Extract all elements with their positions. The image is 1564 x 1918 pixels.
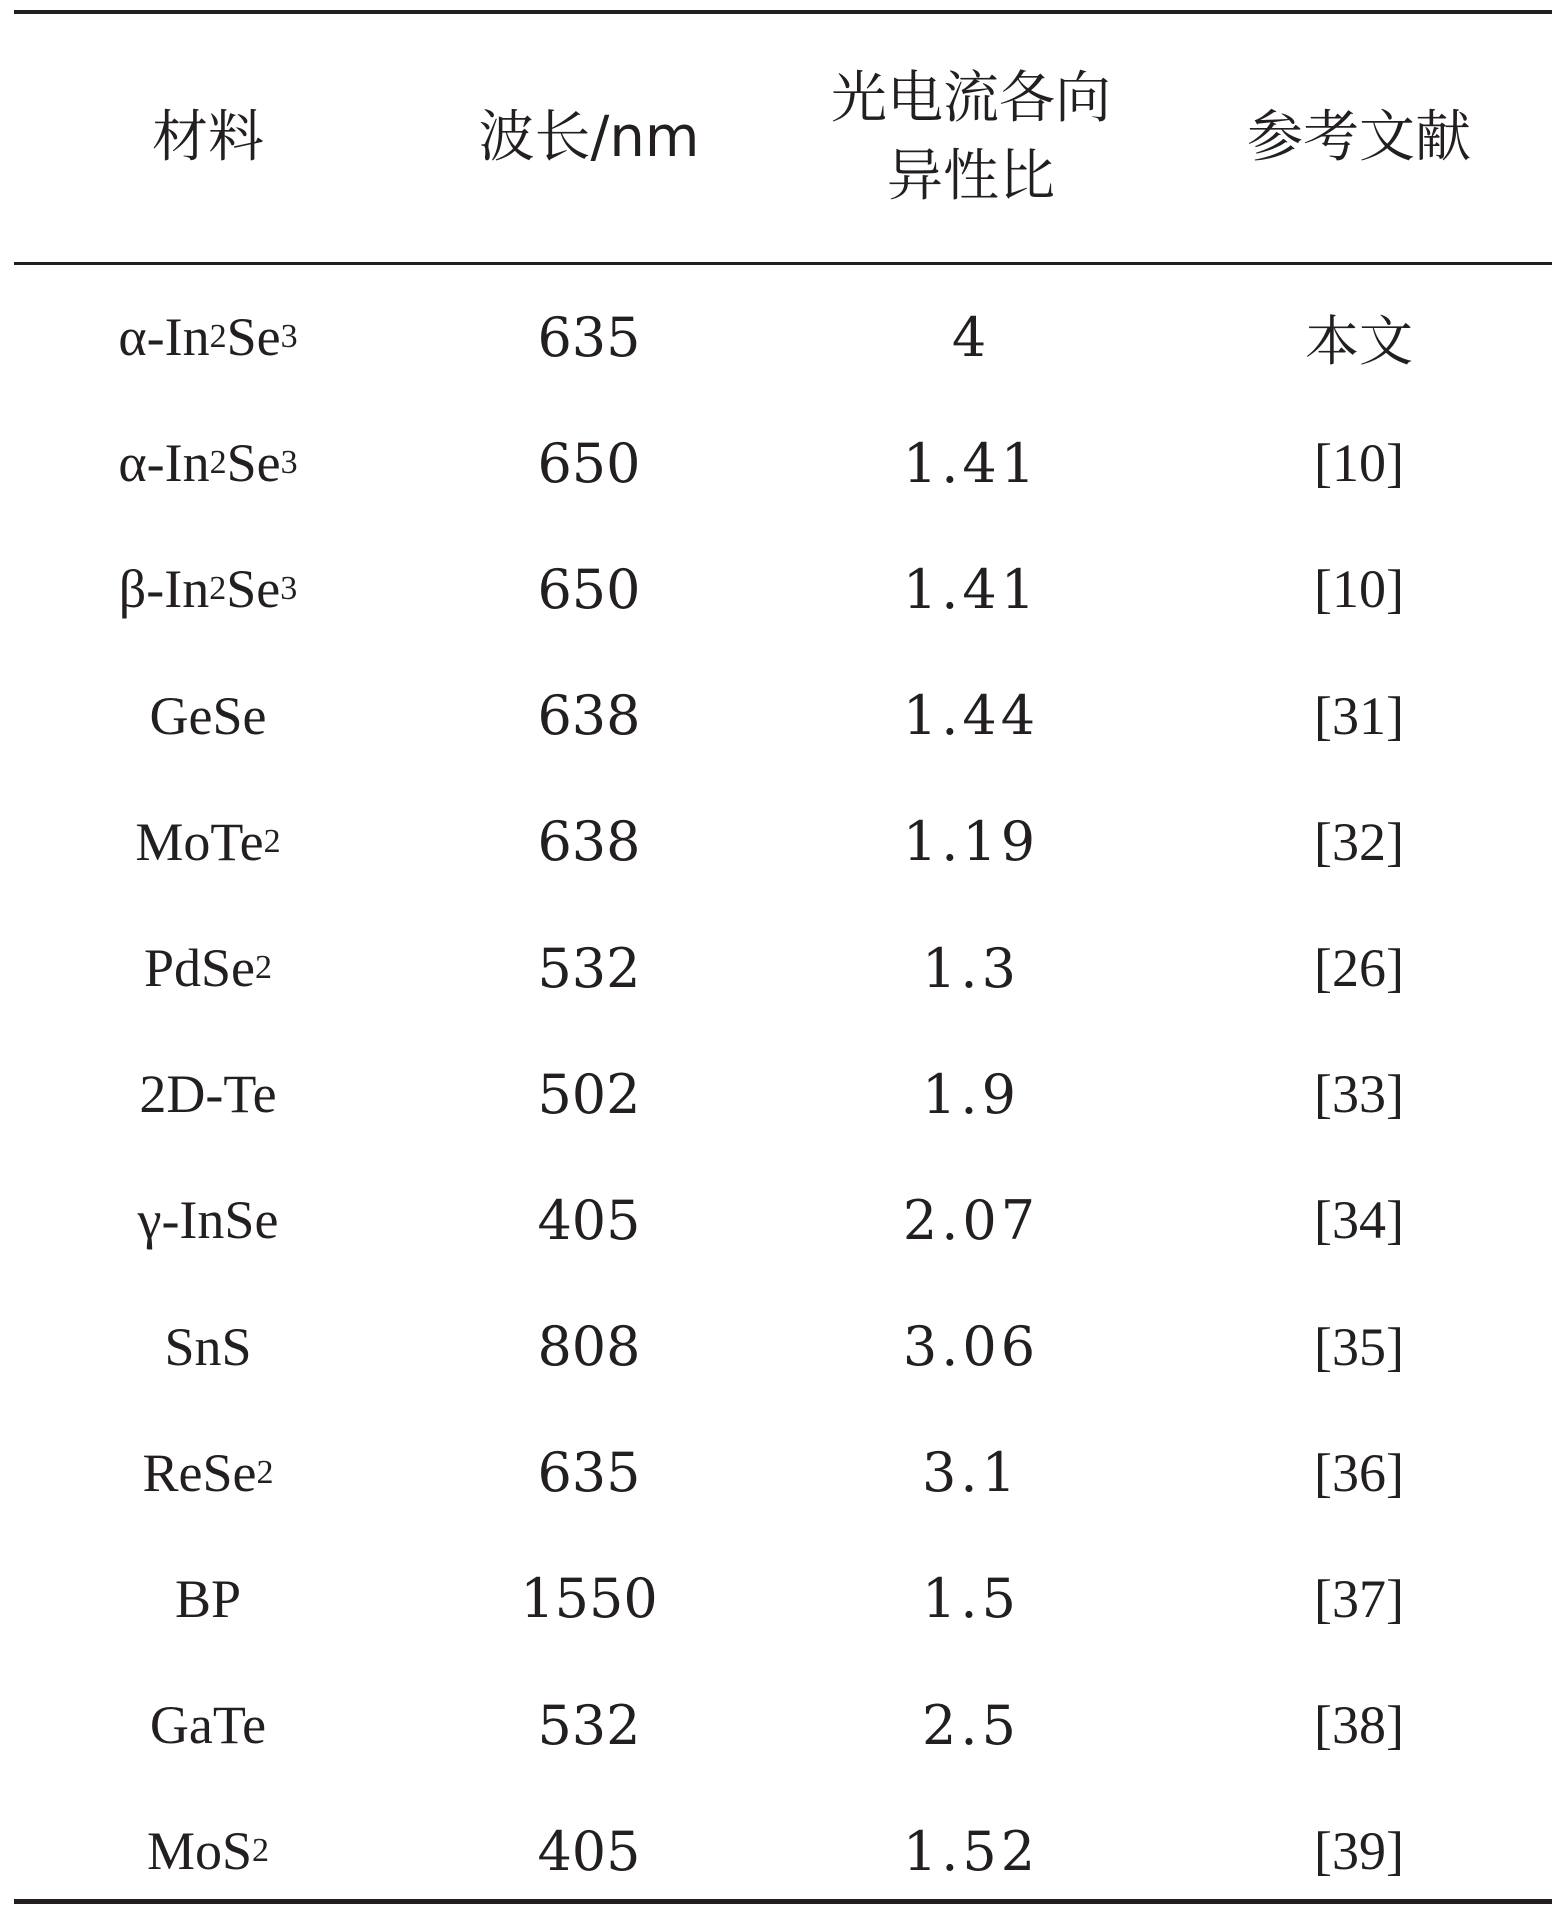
material-text: α-In <box>118 433 210 494</box>
cell-anisotropy-ratio: 2.07 <box>902 1188 1040 1252</box>
cell-reference: [10] <box>1314 433 1404 494</box>
cell-reference: [37] <box>1314 1568 1404 1629</box>
table-body <box>14 274 1552 1914</box>
material-text: MoS <box>146 1821 253 1882</box>
table-row <box>14 1031 1552 1157</box>
cell-anisotropy-ratio: 1.5 <box>922 1567 1020 1631</box>
material-text: BP <box>174 1568 242 1629</box>
cell-reference: [31] <box>1314 685 1404 746</box>
table-row <box>14 1536 1552 1662</box>
table-row <box>14 653 1552 779</box>
cell-anisotropy-ratio: 1.44 <box>902 684 1040 748</box>
table-row <box>14 1662 1552 1788</box>
material-text: PdSe <box>143 938 256 999</box>
header-wavelength-label: 波长/nm <box>478 105 700 170</box>
cell-anisotropy-ratio: 1.52 <box>902 1819 1040 1883</box>
material-text: γ-InSe <box>137 1190 279 1251</box>
material-text: β-In <box>118 559 210 620</box>
cell-material: ReSe 2 <box>142 1442 274 1503</box>
cell-wavelength: 638 <box>537 810 641 874</box>
cell-material <box>14 1031 402 1157</box>
header-anisotropy-ratio <box>776 14 1166 262</box>
table-row <box>14 526 1552 652</box>
cell-reference: [32] <box>1314 811 1404 872</box>
cell-material <box>14 1284 402 1410</box>
cell-anisotropy-ratio: 3.1 <box>922 1441 1020 1505</box>
table-row <box>14 1788 1552 1914</box>
cell-wavelength: 808 <box>537 1315 641 1379</box>
header-material-label: 材料 <box>152 105 264 170</box>
material-text: Se <box>226 559 281 620</box>
cell-wavelength: 635 <box>537 305 641 369</box>
cell-reference: [33] <box>1314 1064 1404 1125</box>
cell-anisotropy-ratio: 1.41 <box>902 431 1040 495</box>
cell-material: α-In 2 Se 3 <box>118 307 298 368</box>
cell-wavelength: 635 <box>537 1441 641 1505</box>
cell-reference: [38] <box>1314 1695 1404 1756</box>
cell-wavelength: 638 <box>537 684 641 748</box>
material-text: ReSe <box>142 1442 257 1503</box>
cell-wavelength: 532 <box>537 936 641 1000</box>
table-row <box>14 1157 1552 1283</box>
cell-material <box>14 653 402 779</box>
cell-material <box>14 1662 402 1788</box>
cell-anisotropy-ratio: 1.3 <box>922 936 1020 1000</box>
cell-wavelength: 405 <box>537 1188 641 1252</box>
cell-reference: [26] <box>1314 938 1404 999</box>
cell-wavelength: 650 <box>537 431 641 495</box>
table-row <box>14 905 1552 1031</box>
material-text: α-In <box>118 307 210 368</box>
anisotropy-table <box>14 10 1552 1904</box>
cell-wavelength: 1550 <box>520 1567 658 1631</box>
header-material <box>14 14 402 262</box>
header-reference-label: 参考文献 <box>1247 105 1471 170</box>
table-header <box>14 14 1552 262</box>
material-text: MoTe <box>135 811 264 872</box>
header-reference <box>1166 14 1552 262</box>
cell-reference: 本文 <box>1305 309 1413 373</box>
cell-anisotropy-ratio: 3.06 <box>902 1315 1040 1379</box>
cell-anisotropy-ratio: 4 <box>951 305 991 369</box>
cell-wavelength: 405 <box>537 1819 641 1883</box>
cell-anisotropy-ratio: 1.19 <box>902 810 1040 874</box>
cell-reference: [35] <box>1314 1316 1404 1377</box>
cell-material: PdSe 2 <box>143 938 273 999</box>
header-rule <box>14 262 1552 265</box>
cell-anisotropy-ratio: 1.9 <box>922 1062 1020 1126</box>
cell-wavelength: 502 <box>537 1062 641 1126</box>
cell-material: β-In 2 Se 3 <box>118 559 298 620</box>
bottom-rule <box>14 1899 1552 1904</box>
material-text: Se <box>226 433 281 494</box>
header-wavelength <box>402 14 776 262</box>
table-row <box>14 1284 1552 1410</box>
material-text: GaTe <box>149 1695 267 1756</box>
cell-material <box>14 1157 402 1283</box>
cell-reference: [10] <box>1314 559 1404 620</box>
cell-wavelength: 650 <box>537 557 641 621</box>
cell-reference: [36] <box>1314 1442 1404 1503</box>
cell-anisotropy-ratio: 2.5 <box>922 1693 1020 1757</box>
material-text: Se <box>226 307 281 368</box>
cell-material: α-In 2 Se 3 <box>118 433 298 494</box>
cell-material: MoS 2 <box>146 1821 270 1882</box>
table-row <box>14 400 1552 526</box>
cell-anisotropy-ratio: 1.41 <box>902 557 1040 621</box>
cell-reference: [39] <box>1314 1821 1404 1882</box>
material-text: GeSe <box>149 685 267 746</box>
material-text: 2D-Te <box>139 1064 277 1125</box>
material-text: SnS <box>164 1316 252 1377</box>
header-ratio-line2: 异性比 <box>887 144 1055 209</box>
cell-material: MoTe 2 <box>135 811 281 872</box>
cell-reference: [34] <box>1314 1190 1404 1251</box>
header-ratio-line1: 光电流各向 <box>831 66 1111 131</box>
cell-material <box>14 1536 402 1662</box>
table-row <box>14 274 1552 400</box>
cell-wavelength: 532 <box>537 1693 641 1757</box>
table-row <box>14 1410 1552 1536</box>
table-row <box>14 779 1552 905</box>
